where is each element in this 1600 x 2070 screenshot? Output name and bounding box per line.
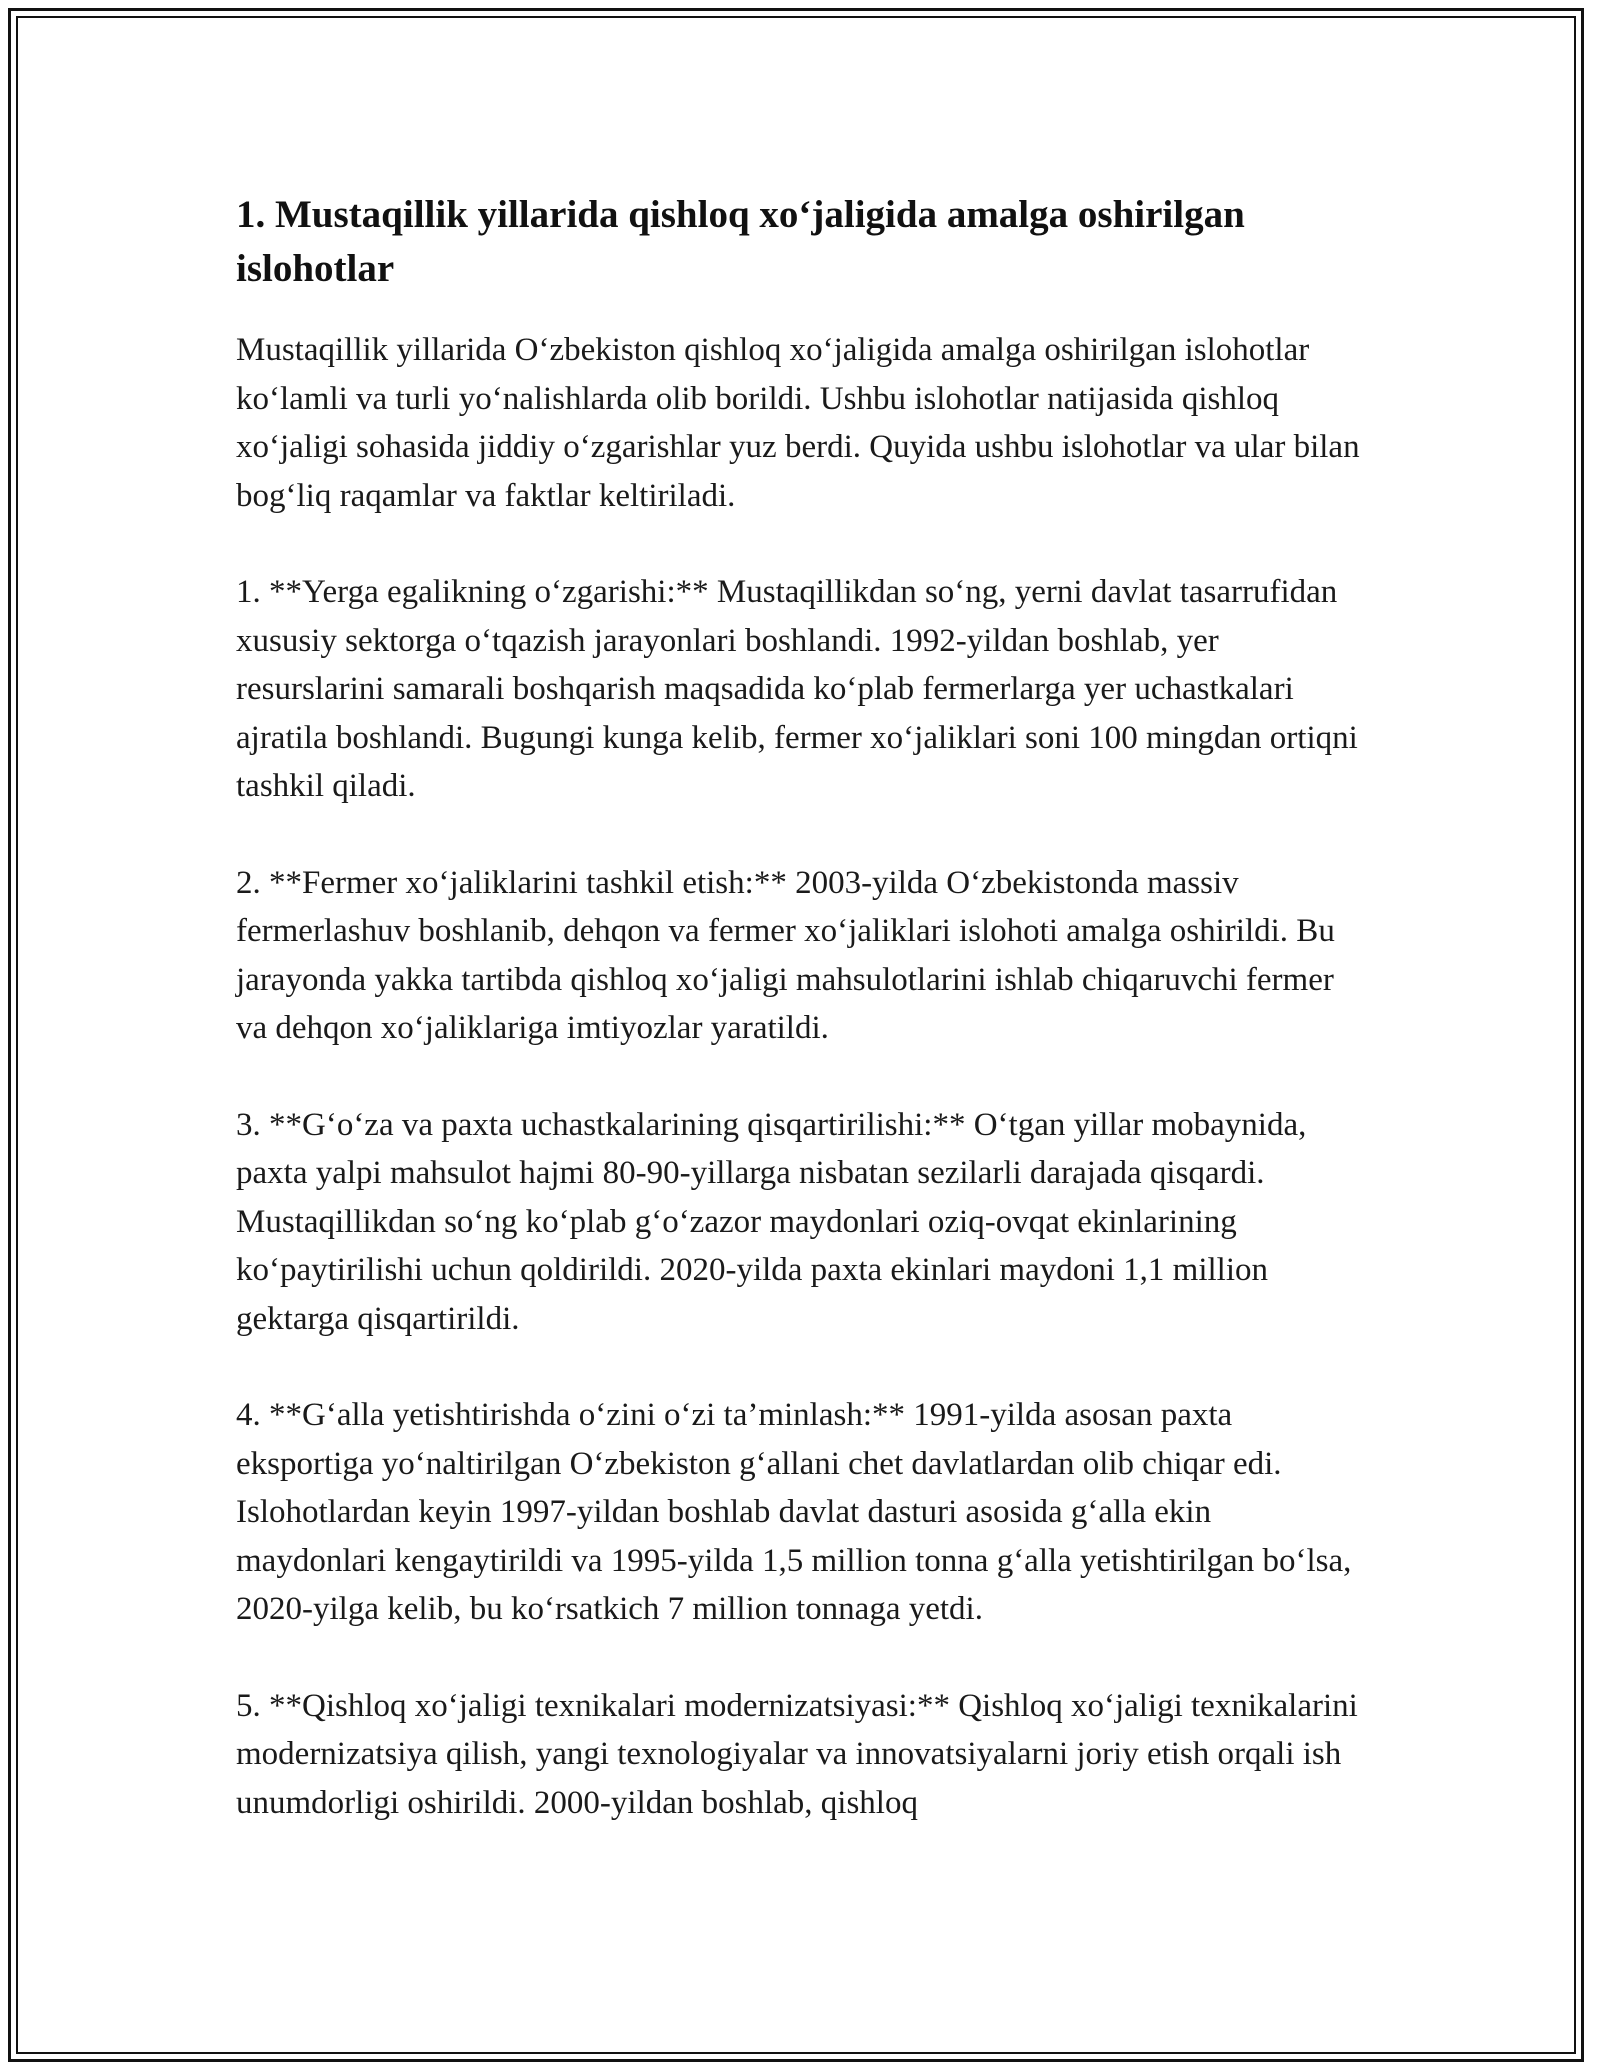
document-body — [236, 188, 1366, 1875]
intro-paragraph: Mustaqillik yillarida O‘zbekiston qishloq xo‘jaligida amalga oshirilgan islohotlar ko‘lamli va turli yo‘nalishlarda olib borildi. Ushbu islohotlar natijasida qishloq xo‘jaligi sohasida jiddiy o‘zgarishlar yuz berdi. Quyida ushbu islohotlar va ular bilan bog‘liq raqamlar va faktlar keltiriladi. — [236, 332, 1360, 514]
reform-item-land-ownership: 1. **Yerga egalikning o‘zgarishi:** Mustaqillikdan so‘ng, yerni davlat tasarrufidan xususiy sektorga o‘tqazish jarayonlari boshlandi. 1992-yildan boshlab, yer resurslarini samarali boshqarish maqsadida ko‘plab fermerlarga yer uchastkalari ajratila boshlandi. Bugungi kunga kelib, fermer xo‘jaliklari soni 100 mingdan ortiqni tashkil qiladi. — [236, 574, 1358, 804]
reform-item-machinery-modernization: 5. **Qishloq xo‘jaligi texnikalari modernizatsiyasi:** Qishloq xo‘jaligi texnikalarini modernizatsiya qilish, yangi texnologiyalar va innovatsiyalarni joriy etish orqali ish unumdorligi oshirildi. 2000-yildan boshlab, qishloq — [236, 1687, 1358, 1821]
document-title: 1. Mustaqillik yillarida qishloq xo‘jaligida amalga oshirilgan islohotlar — [236, 193, 1245, 290]
reform-item-farm-organization: 2. **Fermer xo‘jaliklarini tashkil etish:** 2003-yilda O‘zbekistonda massiv fermerlashuv boshlanib, dehqon va fermer xo‘jaliklari islohoti amalga oshirildi. Bu jarayonda yakka tartibda qishloq xo‘jaligi mahsulotlarini ishlab chiqaruvchi fermer va dehqon xo‘jaliklariga imtiyozlar yaratildi. — [236, 864, 1335, 1046]
reform-item-cotton-reduction: 3. **G‘o‘za va paxta uchastkalarining qisqartirilishi:** O‘tgan yillar mobaynida, paxta yalpi mahsulot hajmi 80-90-yillarga nisbatan sezilarli darajada qisqardi. Mustaqillikdan so‘ng ko‘plab g‘o‘zazor maydonlari oziq-ovqat ekinlarining ko‘paytirilishi uchun qoldirildi. 2020-yilda paxta ekinlari maydoni 1,1 million gektarga qisqartirildi. — [236, 1106, 1307, 1337]
reform-item-grain-self-sufficiency: 4. **G‘alla yetishtirishda o‘zini o‘zi ta’minlash:** 1991-yilda asosan paxta eksportiga yo‘naltirilgan O‘zbekiston g‘allani chet davlatlardan olib chiqar edi. Islohotlardan keyin 1997-yildan boshlab davlat dasturi asosida g‘alla ekin maydonlari kengaytirildi va 1995-yilda 1,5 million tonna g‘alla yetishtirilgan bo‘lsa, 2020-yilga kelib, bu ko‘rsatkich 7 million tonnaga yetdi. — [236, 1397, 1352, 1627]
